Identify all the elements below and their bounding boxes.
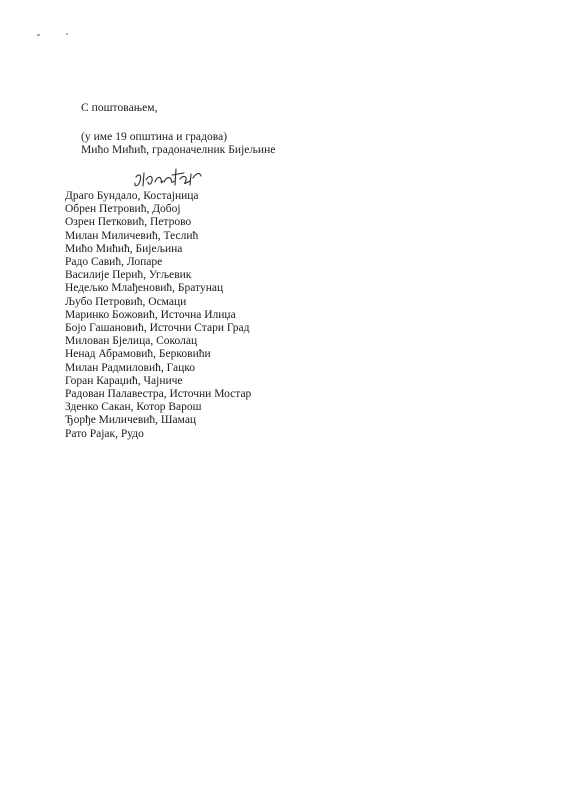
closing-salutation: С поштовањем, <box>81 102 158 114</box>
signer-name-title: Мићо Мићић, градоначелник Бијељине <box>81 144 276 156</box>
list-item: Рато Рајак, Рудо <box>65 427 144 440</box>
list-item: Милан Радмиловић, Гацко <box>65 361 195 374</box>
list-item: Радован Палавестра, Источни Мостар <box>65 388 252 401</box>
list-item: Маринко Божовић, Источна Илиџа <box>65 308 236 321</box>
scan-speck <box>66 33 68 35</box>
handwritten-signature <box>130 163 225 193</box>
on-behalf-note: (у име 19 општина и градова) <box>81 131 228 143</box>
list-item: Зденко Сакан, Котор Варош <box>65 401 202 414</box>
scan-speck <box>37 34 40 36</box>
list-item: Милан Миличевић, Теслић <box>65 229 199 242</box>
signatories-list <box>65 190 251 441</box>
list-item: Горан Караџић, Чајниче <box>65 374 183 387</box>
list-item: Недељко Млађеновић, Братунац <box>65 282 224 295</box>
list-item: Драго Бундало, Костајница <box>65 190 199 202</box>
list-item: Бојо Гашановић, Источни Стари Град <box>65 322 250 335</box>
list-item: Љубо Петровић, Осмаци <box>65 295 187 308</box>
list-item: Василије Перић, Угљевик <box>65 269 192 282</box>
list-item: Обрен Петровић, Добој <box>65 203 181 216</box>
list-item: Радо Савић, Лопаре <box>65 256 163 269</box>
list-item: Милован Бјелица, Соколац <box>65 335 198 348</box>
list-item: Озрен Петковић, Петрово <box>65 216 192 229</box>
list-item: Мићо Мићић, Бијељина <box>65 242 183 255</box>
list-item: Ђорђе Миличевић, Шамац <box>65 414 197 427</box>
list-item: Ненад Абрамовић, Берковићи <box>65 348 211 361</box>
